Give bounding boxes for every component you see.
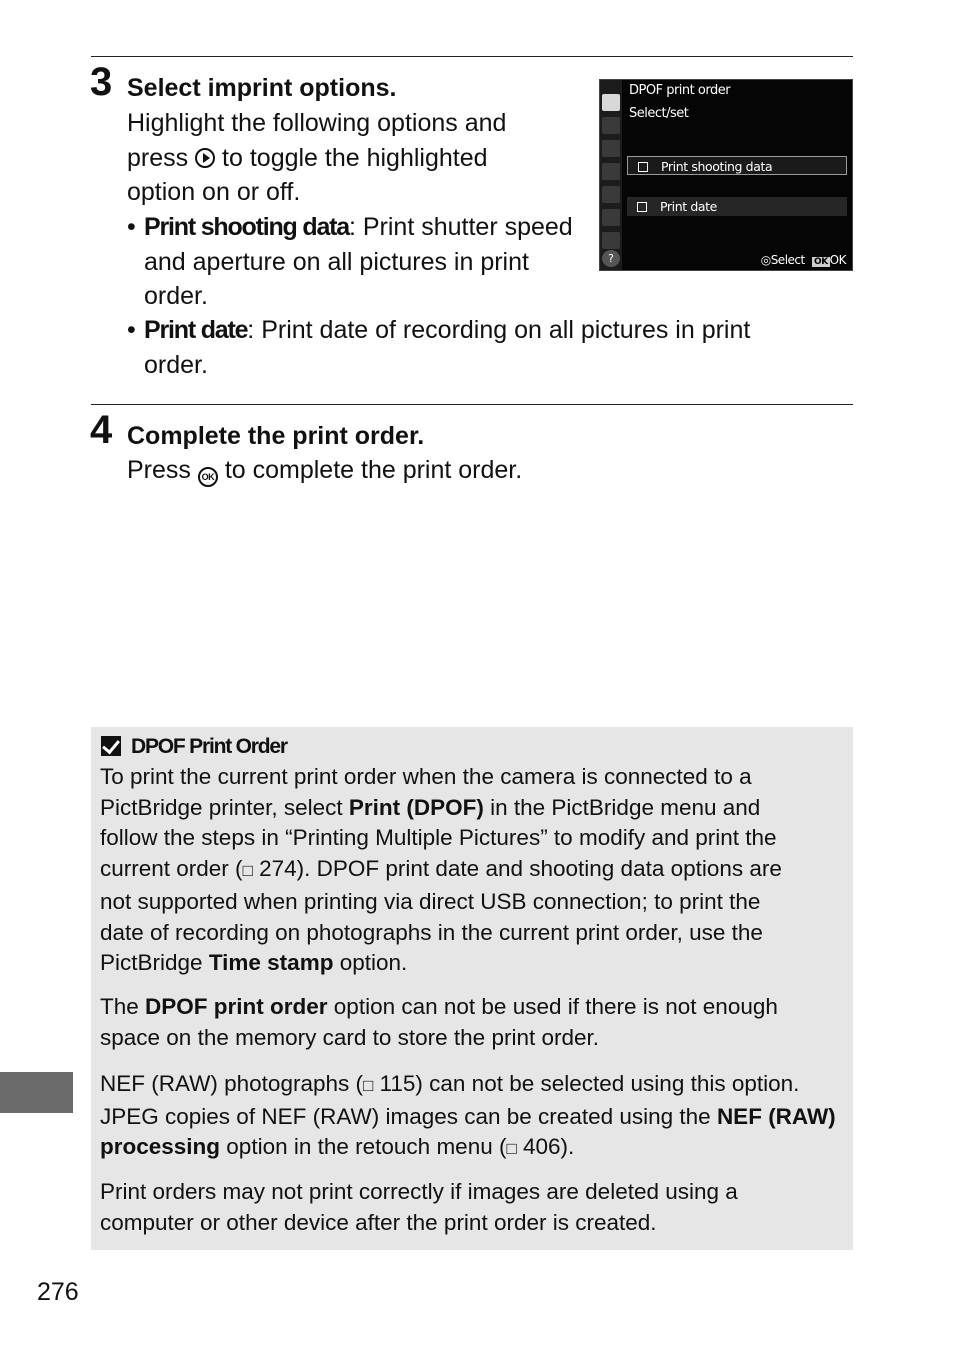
- step-4-text: [127, 453, 522, 488]
- menu-item-print-shooting-data[interactable]: [627, 156, 847, 175]
- screen-header: DPOF print order: [629, 83, 731, 98]
- note-text: 406).: [516, 1134, 575, 1160]
- note-emphasis: processing: [100, 1134, 221, 1160]
- note-paragraph-1: [100, 762, 848, 979]
- bullet-term: Print date: [144, 316, 248, 344]
- note-text: The: [100, 994, 146, 1019]
- note-line: [100, 823, 848, 854]
- book-reference-icon: □: [506, 1139, 517, 1159]
- note-line: [100, 1132, 848, 1165]
- menu-item-label: Print date: [660, 199, 717, 214]
- bullet-dot: •: [127, 316, 136, 344]
- note-line: [100, 992, 848, 1023]
- bullet-term: Print shooting data: [144, 213, 349, 241]
- menu-tab-column: [600, 80, 622, 270]
- note-line: [100, 854, 848, 887]
- checkmark-icon: [101, 736, 121, 756]
- note-text: 115) can not be selected using this option.: [373, 1071, 800, 1096]
- page-number: 276: [37, 1278, 79, 1306]
- ok-hint: OK: [829, 253, 846, 267]
- note-line: [100, 887, 848, 918]
- note-text: option.: [333, 950, 408, 976]
- note-text: Print orders may not print correctly if images are deleted using a: [100, 1179, 738, 1204]
- book-reference-icon: □: [242, 861, 253, 881]
- note-paragraph-3: [100, 1069, 848, 1165]
- step-3-title: Select imprint options.: [127, 74, 397, 102]
- note-emphasis: Time stamp: [208, 950, 334, 976]
- note-emphasis: NEF (RAW): [716, 1103, 836, 1129]
- bullet-print-shooting-data: [127, 210, 587, 314]
- section-tab-marker: [0, 1072, 73, 1113]
- note-line: [100, 1177, 848, 1208]
- note-text: JPEG copies of NEF (RAW) images can be created using the: [100, 1103, 717, 1129]
- note-text: space on the memory card to store the print order.: [100, 1024, 599, 1050]
- note-emphasis: DPOF print order: [145, 994, 328, 1019]
- ok-button-icon: OK: [198, 467, 218, 487]
- press-label: Press: [127, 456, 191, 484]
- press-label: press: [127, 144, 189, 172]
- note-line: [100, 918, 848, 949]
- book-reference-icon: □: [363, 1076, 374, 1095]
- note-line: [100, 948, 848, 979]
- retouch-tab-icon: [602, 209, 620, 226]
- note-emphasis: Print (DPOF): [348, 794, 484, 820]
- bullet-desc-line1: : Print date of recording on all pictures in print: [247, 316, 751, 344]
- note-text: in the PictBridge menu and: [483, 794, 761, 820]
- note-text: date of recording on photographs in the current print order, use the: [100, 919, 763, 945]
- checkbox-icon: [637, 202, 647, 212]
- bullet-desc-line3: order.: [144, 282, 208, 310]
- note-line: [100, 1069, 848, 1102]
- screen-subheader: Select/set: [629, 106, 689, 121]
- note-text: PictBridge printer, select: [100, 794, 349, 820]
- playback-tab-icon: [602, 94, 620, 111]
- menu-item-label: Print shooting data: [661, 159, 773, 174]
- note-text: not supported when printing via direct USB connection; to print the: [100, 888, 761, 914]
- note-text: To print the current print order when the camera is connected to a: [100, 764, 752, 789]
- setup-tab-icon: [602, 186, 620, 203]
- toggle-label: to toggle the highlighted: [222, 144, 488, 172]
- note-title: DPOF Print Order: [131, 735, 287, 758]
- note-text: option can not be used if there is not enough: [327, 994, 778, 1019]
- middle-rule: [91, 404, 853, 405]
- multi-selector-right-icon: [195, 148, 215, 168]
- step-3-intro-line3: option on or off.: [127, 178, 301, 206]
- note-paragraph-4: [100, 1177, 848, 1238]
- step-3-number: 3: [90, 60, 113, 104]
- note-text: follow the steps in “Printing Multiple Pictures” to modify and print the: [100, 825, 777, 851]
- bullet-desc-line2: and aperture on all pictures in print: [144, 247, 529, 276]
- note-text: NEF (RAW) photographs (: [100, 1071, 363, 1096]
- step-4-title: Complete the print order.: [127, 422, 425, 450]
- note-line: [100, 1023, 848, 1054]
- note-line: [100, 1102, 848, 1133]
- note-text: 274). DPOF print date and shooting data options are: [252, 856, 782, 882]
- note-line: [100, 793, 848, 824]
- top-rule: [91, 56, 853, 57]
- my-menu-tab-icon: [602, 232, 620, 249]
- note-box: [91, 727, 853, 1250]
- select-hint-icon: ◎: [760, 253, 771, 267]
- note-line: [100, 1208, 848, 1239]
- select-hint: Select: [770, 253, 805, 267]
- note-text: computer or other device after the print order is created.: [100, 1209, 657, 1235]
- bullet-print-date: [127, 313, 827, 383]
- menu-item-print-date[interactable]: [627, 197, 847, 216]
- checkbox-icon: [638, 162, 648, 172]
- step-4-number: 4: [90, 408, 113, 452]
- custom-settings-tab-icon: [602, 163, 620, 180]
- ok-button-icon: OK: [814, 257, 828, 267]
- movie-shooting-tab-icon: [602, 140, 620, 157]
- complete-label: to complete the print order.: [224, 456, 523, 484]
- note-text: current order (: [100, 856, 243, 882]
- photo-shooting-tab-icon: [602, 117, 620, 134]
- help-icon: ?: [602, 250, 620, 267]
- note-text: PictBridge: [100, 950, 209, 976]
- step-3-intro-line1: Highlight the following options and: [127, 109, 507, 137]
- screen-footer: [761, 253, 846, 267]
- note-line: [100, 762, 848, 793]
- bullet-desc-line2: order.: [144, 350, 208, 379]
- step-3-intro-line2: [127, 141, 488, 176]
- bullet-desc-line1: : Print shutter speed: [348, 213, 573, 241]
- camera-menu-screen: [599, 79, 853, 271]
- note-paragraph-2: [100, 992, 848, 1053]
- note-text: option in the retouch menu (: [220, 1134, 507, 1160]
- bullet-dot: •: [127, 213, 136, 241]
